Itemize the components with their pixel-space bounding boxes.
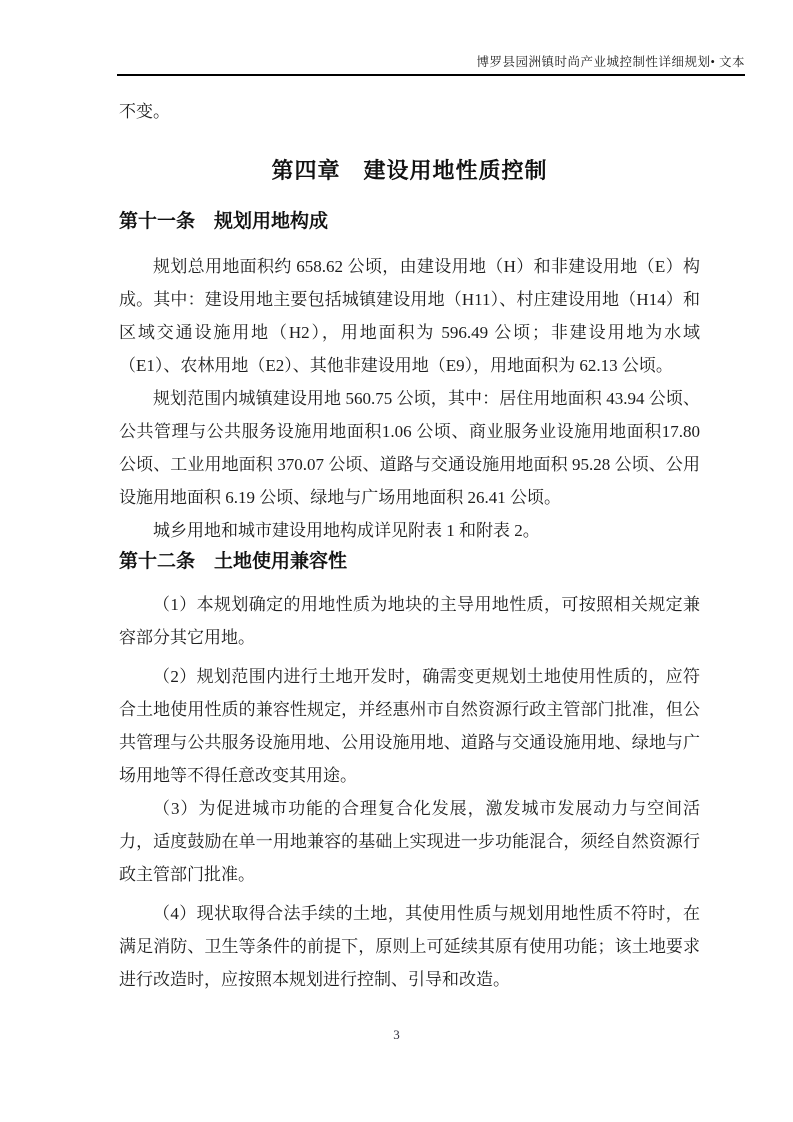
article-11-heading: 第十一条 规划用地构成 [119, 211, 329, 232]
article-12-paragraph-1: （1）本规划确定的用地性质为地块的主导用地性质，可按照相关规定兼容部分其它用地。 [119, 595, 700, 647]
running-header-title: 博罗县园洲镇时尚产业城控制性详细规划• 文本 [476, 55, 745, 69]
article-11-paragraph-2: 规划范围内城镇建设用地 560.75 公顷，其中：居住用地面积 43.94 公顷、公共管理与公共服务设施用地面积1.06 公顷、商业服务业设施用地面积17.80 公顷、工业用地面积 370.07 公顷、道路与交通设施用地面积 95.28 公顷、公用设施用地面积 6.19 公顷、绿地与广场用地面积 26.41 公顷。 [119, 389, 700, 507]
page-number: 3 [393, 1027, 400, 1042]
article-12-paragraph-3: （3）为促进城市功能的合理复合化发展，激发城市发展动力与空间活力，适度鼓励在单一用地兼容的基础上实现进一步功能混合，须经自然资源行政主管部门批准。 [119, 799, 700, 884]
article-12-paragraph-2: （2）规划范围内进行土地开发时，确需变更规划土地使用性质的，应符合土地使用性质的兼容性规定，并经惠州市自然资源行政主管部门批准，但公共管理与公共服务设施用地、公用设施用地、道路与交通设施用地、绿地与广场用地等不得任意改变其用途。 [119, 667, 700, 785]
article-11-paragraph-1: 规划总用地面积约 658.62 公顷，由建设用地（H）和非建设用地（E）构成。其中：建设用地主要包括城镇建设用地（H11）、村庄建设用地（H14）和区域交通设施用地（H2），用地面积为 596.49 公顷；非建设用地为水域（E1）、农林用地（E2）、其他非建设用地（E9），用地面积为 62.13 公顷。 [119, 257, 700, 375]
article-11-paragraph-3: 城乡用地和城市建设用地构成详见附表 1 和附表 2。 [153, 521, 540, 540]
document-body [119, 95, 700, 996]
chapter-title: 第四章 建设用地性质控制 [271, 158, 548, 183]
header-rule-divider [117, 74, 745, 76]
article-12-paragraph-4: （4）现状取得合法手续的土地，其使用性质与规划用地性质不符时，在满足消防、卫生等条件的前提下，原则上可延续其原有使用功能；该土地要求进行改造时，应按照本规划进行控制、引导和改造。 [119, 904, 700, 989]
article-12-heading: 第十二条 土地使用兼容性 [119, 551, 348, 572]
continuation-paragraph: 不变。 [119, 102, 170, 121]
